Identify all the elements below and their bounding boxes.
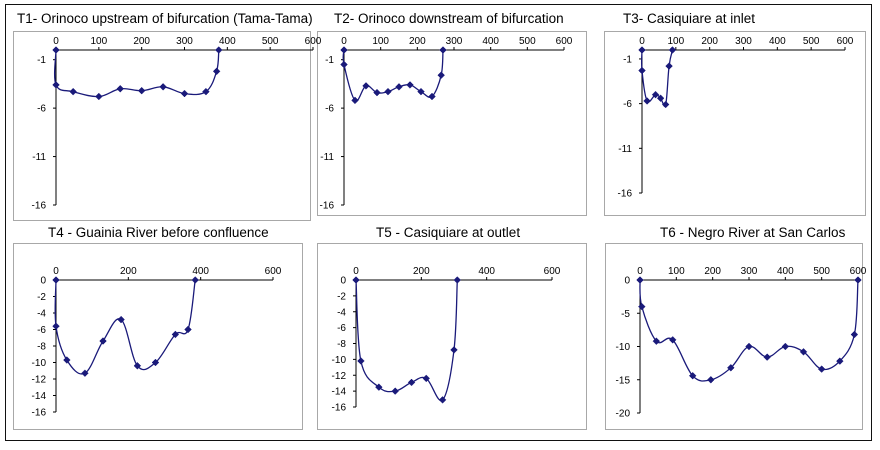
y-tick-label: -5: [621, 308, 630, 320]
data-point: [70, 88, 77, 95]
chart-t3: [618, 36, 854, 200]
data-point: [408, 379, 415, 386]
x-tick-label: 300: [740, 266, 758, 277]
x-tick-label: 200: [133, 36, 151, 47]
x-tick-label: 0: [341, 36, 347, 47]
data-point: [666, 63, 673, 70]
x-tick-label: 100: [90, 36, 108, 47]
x-tick-label: 300: [176, 36, 193, 47]
y-tick-label: -6: [623, 99, 632, 111]
data-point: [637, 277, 644, 284]
data-point: [341, 61, 348, 68]
y-tick-label: -16: [31, 200, 46, 212]
data-point: [662, 101, 669, 108]
y-tick-label: -6: [37, 325, 46, 336]
data-point: [117, 85, 124, 92]
data-point: [53, 81, 60, 88]
chart-t4: [32, 266, 282, 419]
y-tick-label: -10: [31, 358, 46, 369]
y-tick-label: -14: [31, 391, 46, 402]
y-tick-label: -11: [320, 152, 334, 164]
x-tick-label: 400: [776, 266, 794, 277]
panel-title-t5: T5 - Casiquiare at outlet: [376, 225, 521, 240]
x-tick-label: 600: [264, 266, 282, 277]
data-point: [451, 346, 458, 353]
x-tick-label: 500: [518, 36, 536, 47]
data-point: [95, 93, 102, 100]
x-tick-label: 0: [637, 266, 643, 277]
data-point: [185, 326, 192, 333]
panel-title-t6: T6 - Negro River at San Carlos: [660, 225, 846, 240]
data-point: [374, 89, 381, 96]
x-tick-label: 500: [813, 266, 831, 277]
data-point: [454, 277, 461, 284]
data-point: [746, 343, 753, 350]
data-point: [215, 47, 222, 54]
x-tick-label: 600: [304, 36, 322, 47]
x-tick-label: 100: [667, 266, 685, 277]
y-tick-label: -15: [615, 375, 630, 387]
series-line: [55, 280, 195, 374]
series-line: [55, 50, 219, 97]
data-point: [341, 47, 348, 54]
y-tick-label: 0: [340, 275, 346, 287]
data-point: [639, 47, 646, 54]
x-tick-label: 0: [639, 36, 645, 47]
y-tick-label: -11: [32, 152, 46, 164]
data-point: [669, 47, 676, 54]
data-point: [138, 87, 145, 94]
panel-title-t3: T3- Casiquiare at inlet: [623, 11, 756, 26]
y-tick-label: -4: [337, 307, 346, 319]
x-tick-label: 600: [849, 266, 867, 277]
data-point: [818, 366, 825, 373]
data-point: [438, 72, 445, 79]
x-tick-label: 200: [119, 266, 137, 277]
chart-t2: [320, 36, 573, 212]
data-point: [407, 81, 414, 88]
data-point: [644, 98, 651, 105]
x-tick-label: 500: [261, 36, 279, 47]
panel-title-t2: T2- Orinoco downstream of bifurcation: [334, 11, 564, 26]
x-tick-label: 0: [353, 266, 359, 277]
y-tick-label: -1: [623, 54, 632, 66]
x-tick-label: 400: [478, 266, 496, 277]
data-point: [707, 376, 714, 383]
x-tick-label: 500: [802, 36, 820, 47]
y-tick-label: -1: [37, 55, 46, 67]
y-tick-label: -10: [615, 342, 630, 353]
x-tick-label: 200: [701, 36, 719, 47]
chart-t1: [32, 36, 322, 212]
y-tick-label: -16: [331, 402, 346, 414]
data-point: [782, 343, 789, 350]
data-point: [63, 357, 70, 364]
data-point: [440, 47, 447, 54]
data-point: [353, 277, 360, 284]
y-tick-label: 0: [624, 275, 630, 287]
data-point: [385, 88, 392, 95]
y-tick-label: -12: [31, 374, 46, 386]
data-point: [192, 277, 199, 284]
data-point: [100, 338, 107, 345]
data-point: [160, 83, 167, 90]
data-point: [53, 323, 60, 330]
series-line: [343, 50, 443, 101]
data-point: [764, 354, 771, 361]
x-tick-label: 200: [704, 266, 722, 277]
y-tick-label: -16: [319, 200, 334, 212]
x-tick-label: 0: [53, 36, 59, 47]
x-tick-label: 600: [543, 266, 561, 277]
data-point: [181, 90, 188, 97]
panel-title-t1: T1- Orinoco upstream of bifurcation (Tama-Tama): [17, 11, 313, 26]
chart-t5: [332, 266, 561, 414]
data-point: [213, 68, 220, 75]
x-tick-label: 400: [482, 36, 500, 47]
series-line: [640, 280, 858, 381]
x-tick-label: 400: [218, 36, 236, 47]
x-tick-label: 400: [768, 36, 786, 47]
y-tick-label: -8: [37, 341, 46, 353]
y-tick-label: -4: [37, 308, 46, 320]
data-point: [396, 83, 403, 90]
x-tick-label: 300: [445, 36, 463, 47]
data-point: [352, 97, 359, 104]
y-tick-label: -2: [337, 291, 346, 303]
x-tick-label: 200: [412, 266, 430, 277]
chart-t6: [616, 266, 867, 420]
y-tick-label: -11: [618, 143, 632, 155]
x-tick-label: 300: [735, 36, 752, 47]
data-point: [638, 303, 645, 310]
series-line: [642, 50, 673, 106]
data-point: [53, 47, 60, 54]
x-tick-label: 100: [667, 36, 685, 47]
y-tick-label: -6: [337, 323, 346, 335]
x-tick-label: 100: [372, 36, 390, 47]
x-tick-label: 400: [192, 266, 210, 277]
y-tick-label: -20: [615, 408, 630, 420]
data-point: [392, 388, 399, 395]
data-point: [639, 67, 646, 74]
y-tick-label: -10: [331, 354, 346, 366]
data-point: [851, 331, 858, 338]
y-tick-label: 0: [40, 275, 46, 287]
y-tick-label: -16: [617, 188, 632, 200]
y-tick-label: -14: [331, 386, 346, 398]
y-tick-label: -8: [337, 339, 346, 350]
data-point: [855, 277, 862, 284]
y-tick-label: -6: [325, 103, 334, 115]
x-tick-label: 600: [555, 36, 573, 47]
y-tick-label: -1: [325, 55, 334, 67]
data-point: [358, 358, 365, 365]
y-tick-label: -16: [31, 407, 46, 419]
x-tick-label: 200: [408, 36, 426, 47]
series-line: [356, 280, 457, 401]
y-tick-label: -2: [37, 292, 46, 303]
y-tick-label: -6: [37, 103, 46, 115]
y-tick-label: -12: [331, 370, 346, 382]
data-point: [53, 277, 60, 284]
x-tick-label: 600: [836, 36, 854, 47]
x-tick-label: 0: [53, 266, 59, 277]
panel-title-t4: T4 - Guainia River before confluence: [48, 225, 269, 240]
